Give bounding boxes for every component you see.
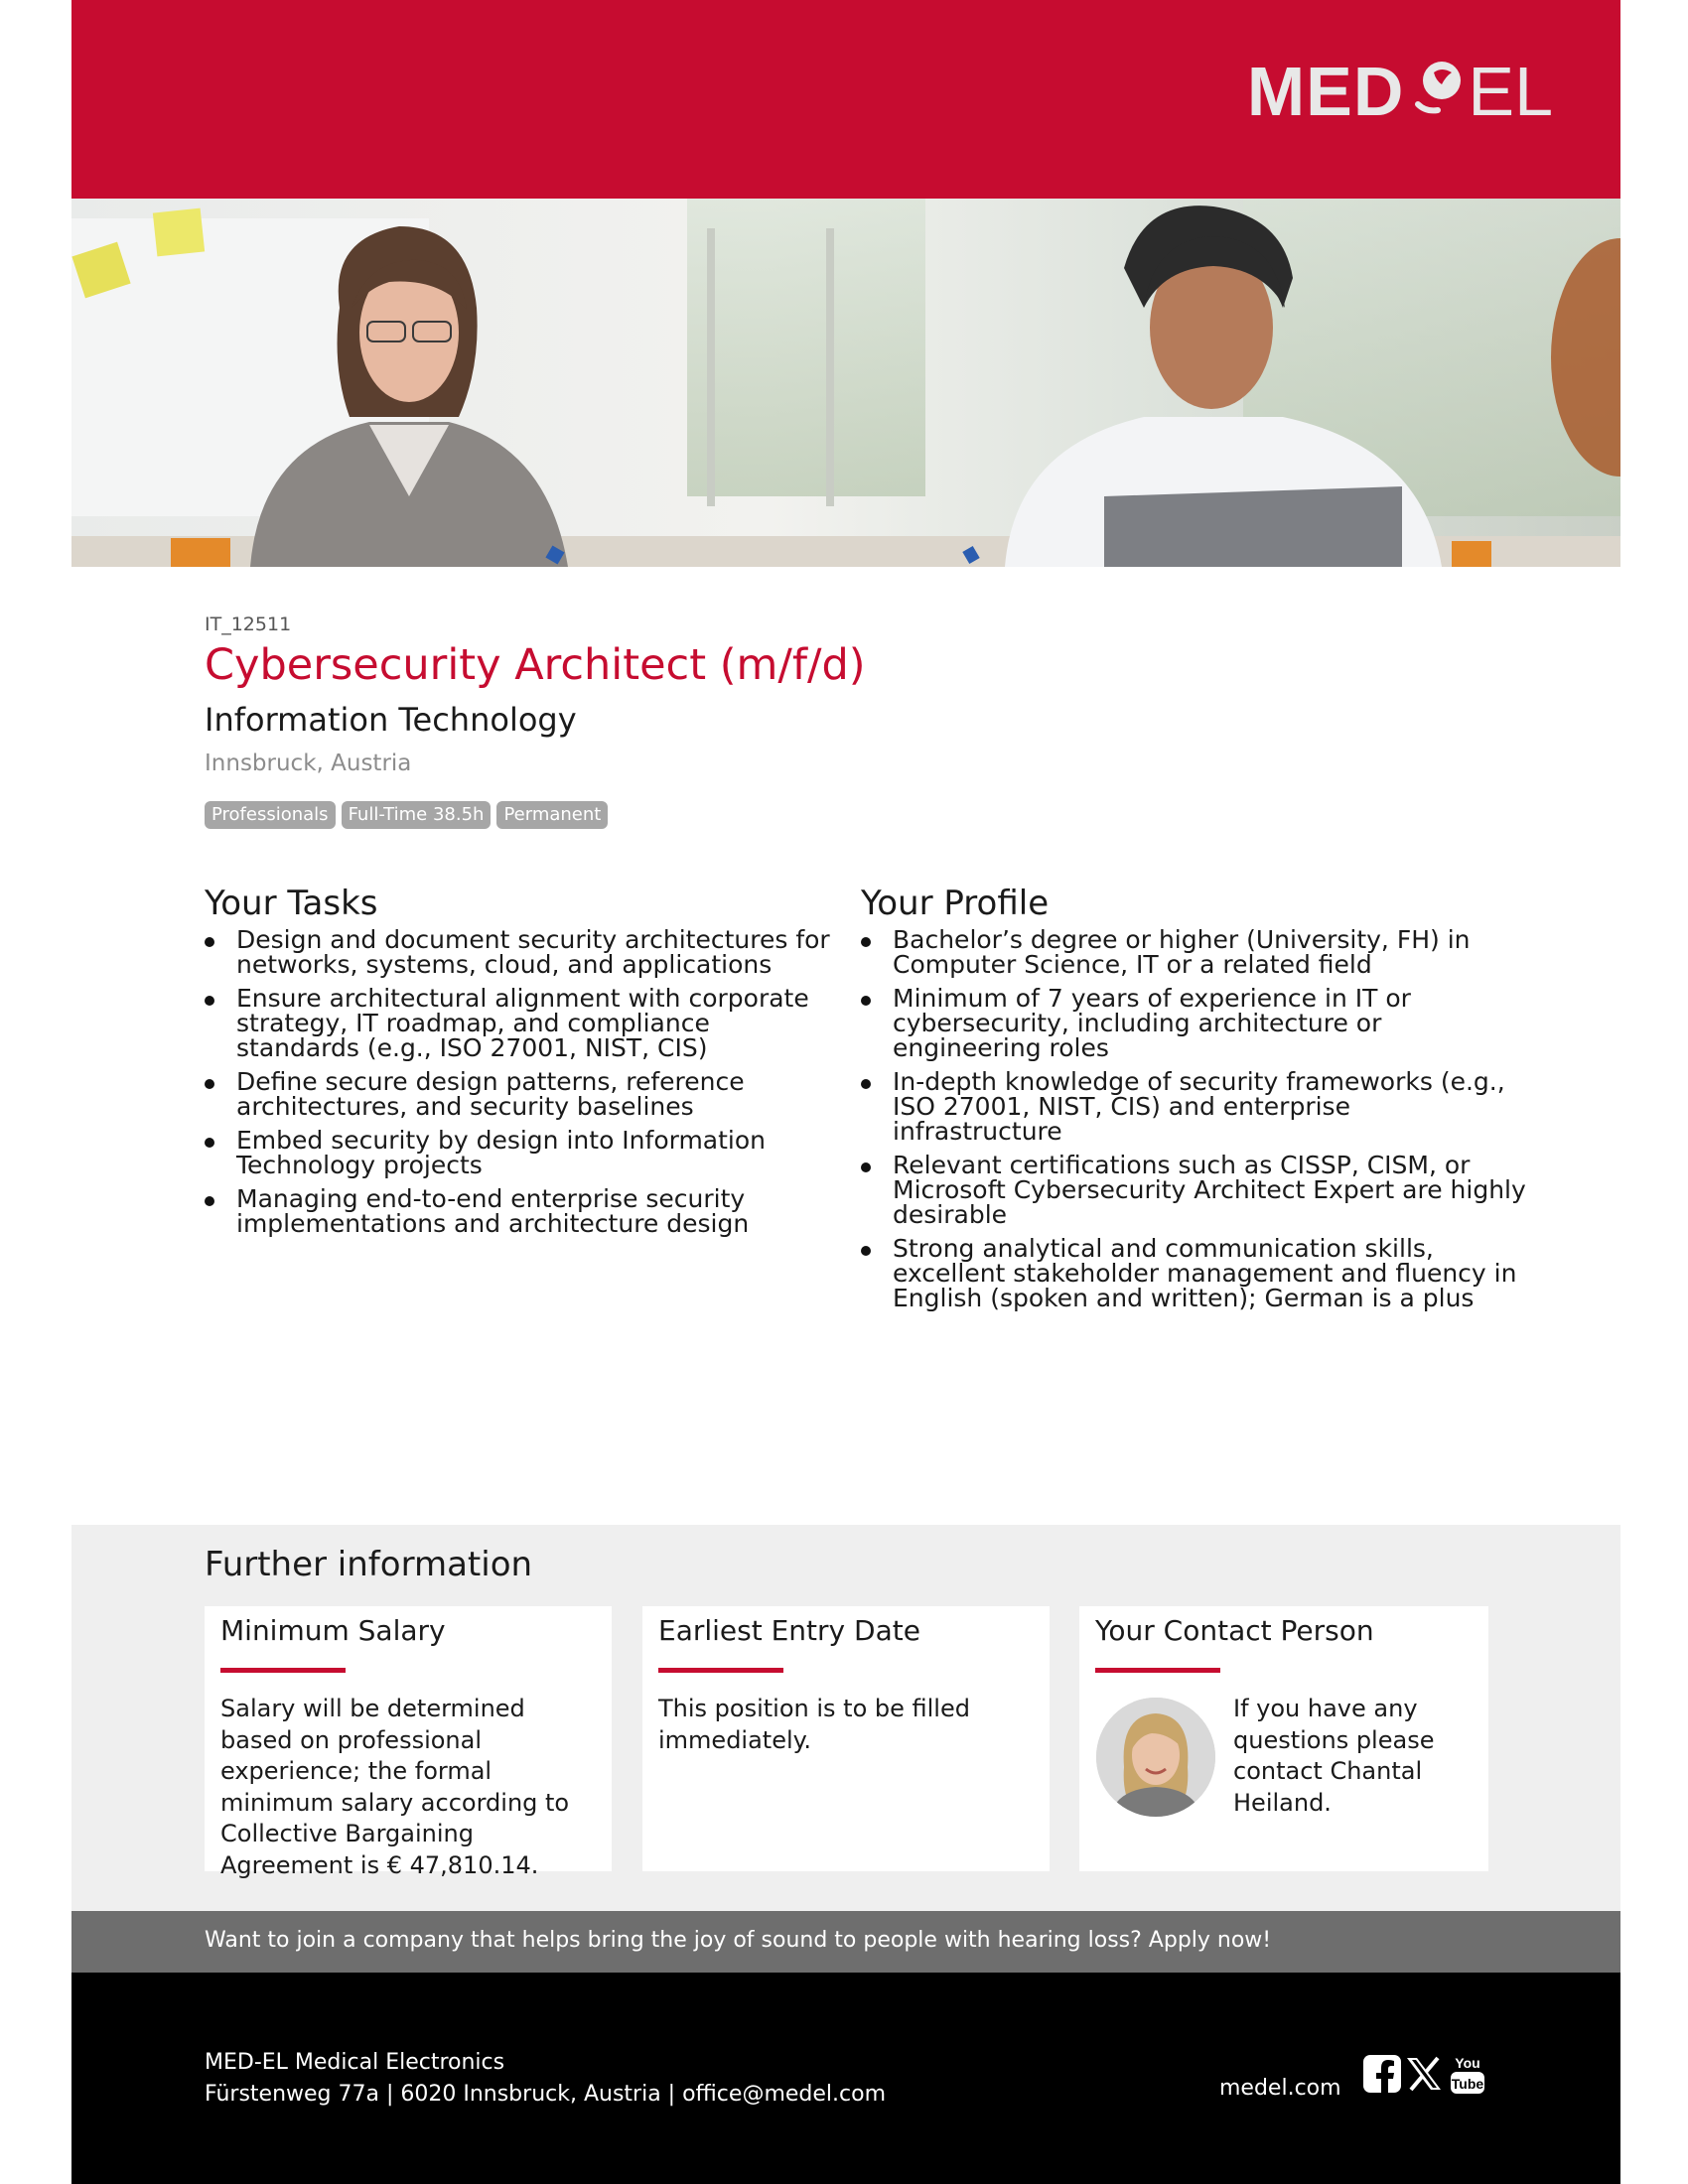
accent-divider xyxy=(220,1668,346,1673)
tasks-heading: Your Tasks xyxy=(205,884,378,923)
profile-item: Bachelor’s degree or higher (University, FH) in Computer Science, IT or a related field xyxy=(861,927,1526,977)
logo-text-el: EL xyxy=(1468,53,1553,130)
task-item: Embed security by design into Information Technology projects xyxy=(205,1128,840,1177)
svg-text:Tube: Tube xyxy=(1451,2076,1484,2092)
profile-item: In-depth knowledge of security frameworks (e.g., ISO 27001, NIST, CIS) and enterprise infrastructure xyxy=(861,1069,1526,1144)
job-id: IT_12511 xyxy=(205,614,292,635)
profile-heading: Your Profile xyxy=(861,884,1050,923)
job-posting-sheet xyxy=(71,0,1620,2184)
tag-hours: Full-Time 38.5h xyxy=(342,801,492,829)
salary-card-text: Salary will be determined based on professional experience; the formal minimum salary according to Collective Bargaining Agreement is € 47,810.14. xyxy=(220,1695,570,1879)
task-item: Design and document security architectures for networks, systems, cloud, and applications xyxy=(205,927,840,977)
accent-divider xyxy=(658,1668,783,1673)
salary-card-title: Minimum Salary xyxy=(220,1614,446,1647)
tag-level: Professionals xyxy=(205,801,336,829)
further-information-section xyxy=(71,1525,1620,1911)
task-item: Define secure design patterns, reference architectures, and security baselines xyxy=(205,1069,840,1119)
profile-list xyxy=(861,927,1526,1310)
footer-company: MED-EL Medical Electronics xyxy=(205,2050,505,2075)
job-department: Information Technology xyxy=(205,701,577,739)
youtube-icon[interactable] xyxy=(1450,2054,1485,2096)
profile-item: Strong analytical and communication skills, excellent stakeholder management and fluency in English (spoken and written); German is a plus xyxy=(861,1236,1526,1310)
entry-date-card xyxy=(642,1606,1050,1871)
contact-card-title: Your Contact Person xyxy=(1095,1614,1374,1647)
footer-website-link[interactable]: medel.com xyxy=(1219,2076,1341,2101)
contact-card xyxy=(1079,1606,1488,1871)
entry-date-card-text: This position is to be filled immediately. xyxy=(658,1695,970,1754)
salary-card xyxy=(205,1606,612,1879)
contact-avatar xyxy=(1096,1698,1215,1817)
task-item: Managing end-to-end enterprise security implementations and architecture design xyxy=(205,1186,840,1236)
tasks-section xyxy=(205,882,840,1245)
further-heading: Further information xyxy=(205,1545,533,1584)
contact-card-text: If you have any questions please contact Chantal Heiland. xyxy=(1233,1695,1435,1817)
logo-text-med: MED xyxy=(1246,53,1405,130)
svg-text:You: You xyxy=(1455,2055,1480,2071)
tasks-list xyxy=(205,927,840,1236)
apply-text[interactable]: Want to join a company that helps bring the joy of sound to people with hearing loss? Apply now! xyxy=(205,1928,1272,1953)
footer xyxy=(71,1973,1620,2184)
task-item: Ensure architectural alignment with corporate strategy, IT roadmap, and compliance standards (e.g., ISO 27001, NIST, CIS) xyxy=(205,986,840,1060)
job-location: Innsbruck, Austria xyxy=(205,751,412,776)
logo-mark-icon xyxy=(1412,61,1462,122)
accent-divider xyxy=(1095,1668,1220,1673)
facebook-icon[interactable] xyxy=(1362,2054,1402,2094)
header-bar xyxy=(71,0,1620,199)
x-icon[interactable] xyxy=(1405,2054,1443,2094)
job-tags xyxy=(205,801,608,829)
hero-photo xyxy=(71,199,1620,567)
entry-date-card-title: Earliest Entry Date xyxy=(658,1614,920,1647)
profile-item: Relevant certifications such as CISSP, CISM, or Microsoft Cybersecurity Architect Expert are highly desirable xyxy=(861,1153,1526,1227)
profile-item: Minimum of 7 years of experience in IT or cybersecurity, including architecture or engineering roles xyxy=(861,986,1526,1060)
job-title: Cybersecurity Architect (m/f/d) xyxy=(205,640,866,690)
med-el-logo[interactable] xyxy=(1246,53,1553,130)
tag-contract: Permanent xyxy=(496,801,608,829)
profile-section xyxy=(861,882,1526,1319)
footer-address: Fürstenweg 77a | 6020 Innsbruck, Austria | office@medel.com xyxy=(205,2082,886,2107)
apply-banner xyxy=(71,1911,1620,1973)
